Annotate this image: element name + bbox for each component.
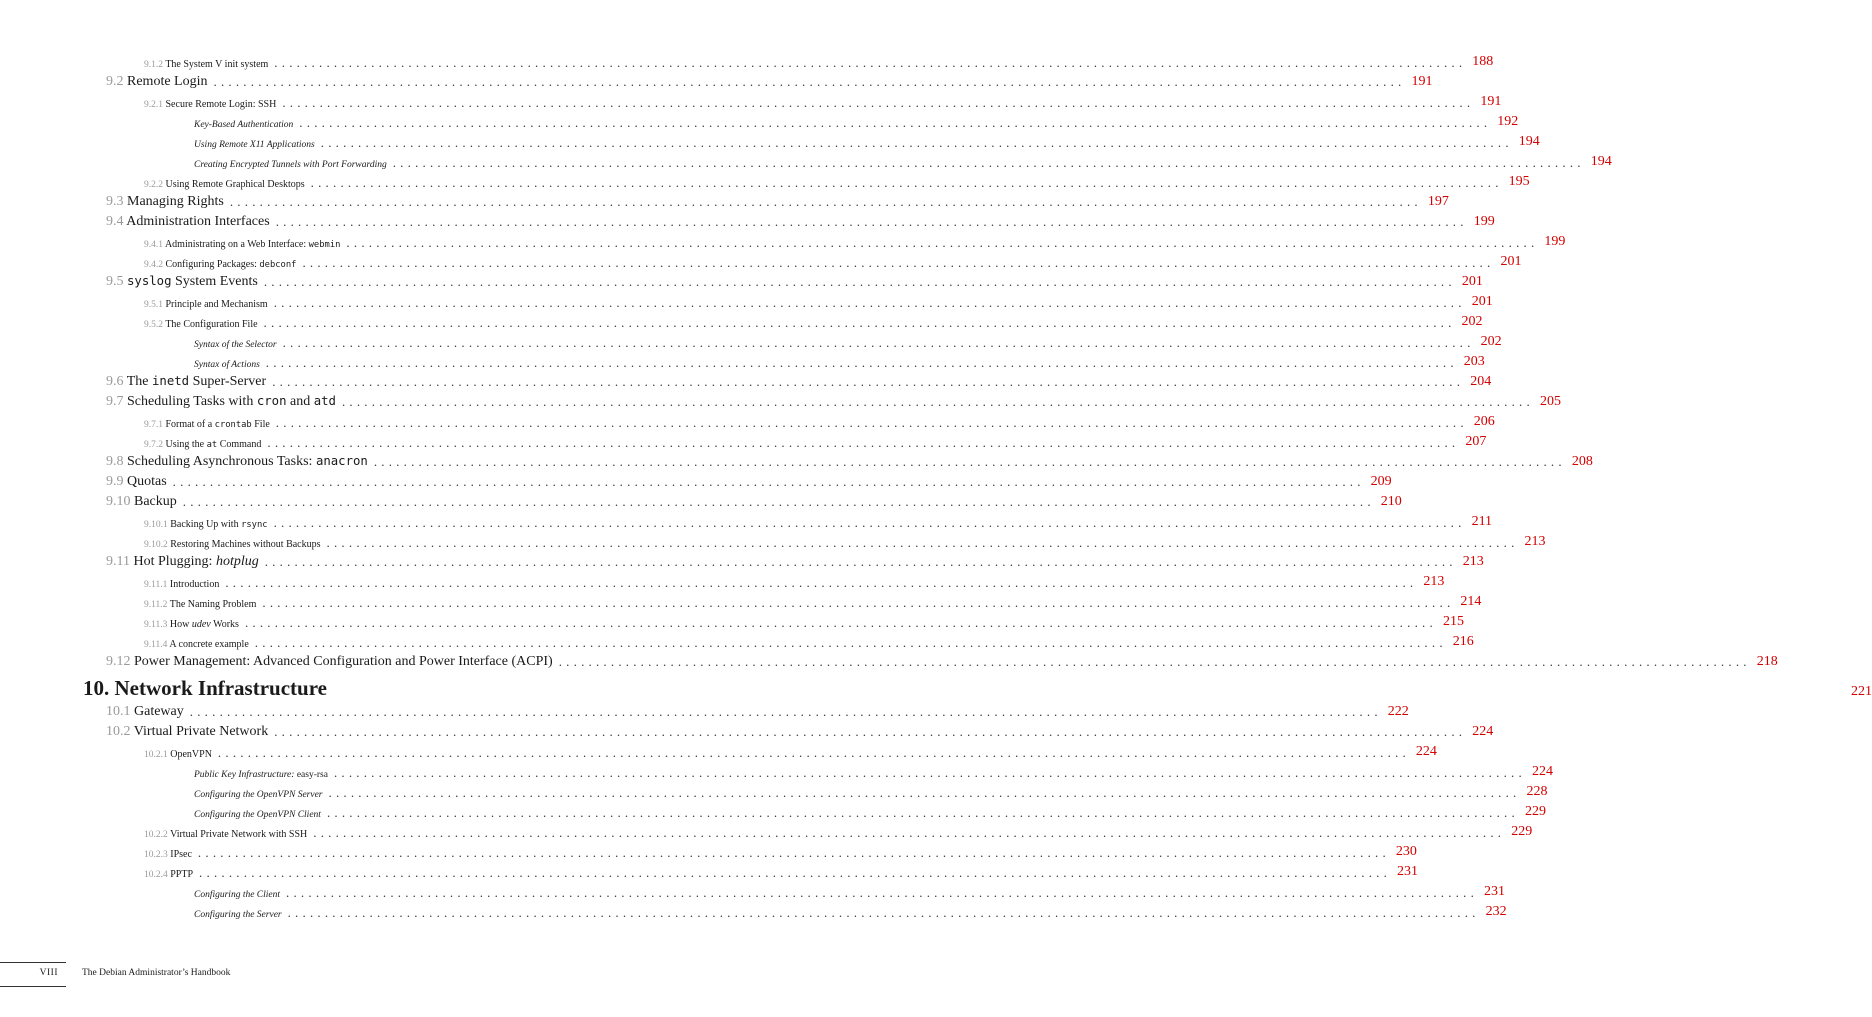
toc-entry-title [106, 214, 270, 230]
toc-entry[interactable] [194, 110, 1519, 130]
toc-section-number: 10.2.2 [144, 830, 168, 840]
toc-entry[interactable] [144, 530, 1546, 550]
toc-page-number[interactable]: 210 [1380, 494, 1402, 509]
toc-dot-leader: ................................................................................................................................................................ [299, 115, 1492, 130]
toc-dot-leader: ................................................................................................................................................................ [341, 394, 1534, 409]
toc-entry[interactable] [106, 550, 1484, 570]
toc-dot-leader: ................................................................................................................................................................ [286, 885, 1479, 900]
toc-entry-title [144, 849, 192, 860]
toc-page-number[interactable]: 216 [1452, 634, 1474, 649]
footer-book-title: The Debian Administrator’s Handbook [82, 968, 231, 978]
toc-entry[interactable] [144, 840, 1417, 860]
toc-page-number[interactable]: 201 [1461, 274, 1483, 289]
toc-title-text: Configuring the OpenVPN Client [194, 810, 321, 820]
toc-entry[interactable] [144, 510, 1493, 530]
toc-dot-leader: ................................................................................................................................................................ [182, 494, 1375, 509]
toc-page-number[interactable]: 213 [1423, 574, 1445, 589]
toc-section-number: 9.2.2 [144, 180, 163, 190]
toc-dot-leader: ................................................................................................................................................................ [272, 374, 1465, 389]
toc-title-text: Creating Encrypted Tunnels with Port Forwarding [194, 160, 387, 170]
toc-title-text: Power Management: Advanced Configuration and Power Interface (ACPI) [134, 654, 553, 669]
toc-entry-title [194, 810, 321, 820]
toc-entry[interactable] [194, 330, 1502, 350]
toc-section-number: 9.2 [106, 74, 124, 89]
toc-entry-title [106, 654, 553, 670]
toc-entry[interactable] [106, 270, 1483, 290]
toc-title-text: easy-rsa [296, 770, 328, 780]
toc-page-number[interactable]: 229 [1511, 824, 1533, 839]
toc-title-text: Remote Login [127, 74, 208, 89]
toc-entry-title [144, 319, 258, 330]
toc-section-number: 9.4.2 [144, 260, 163, 270]
toc-section-number: 9.4 [106, 214, 124, 229]
toc-entry-title [144, 519, 268, 530]
toc-section-number: 10.2.3 [144, 850, 168, 860]
toc-dot-leader: ................................................................................................................................................................ [217, 745, 1410, 760]
toc-dot-leader: ................................................................................................................................................................ [274, 724, 1467, 739]
toc-title-text: Configuring the OpenVPN Server [194, 790, 323, 800]
toc-entry[interactable] [144, 740, 1437, 760]
toc-page-number[interactable]: 203 [1463, 354, 1485, 369]
toc-dot-leader: ................................................................................................................................................................ [275, 214, 1468, 229]
toc-entry-title [106, 394, 336, 410]
toc-dot-leader: ................................................................................................................................................................ [326, 805, 1519, 820]
toc-dot-leader: ................................................................................................................................................................ [244, 615, 1437, 630]
toc-section-number: 9.3 [106, 194, 124, 209]
toc-dot-leader: ................................................................................................................................................................ [213, 74, 1406, 89]
toc-page-number[interactable]: 224 [1415, 744, 1437, 759]
toc-page-number[interactable]: 214 [1460, 594, 1482, 609]
toc-title-text: Scheduling Asynchronous Tasks: [127, 454, 316, 469]
toc-page-number[interactable]: 213 [1462, 554, 1484, 569]
toc-page-number[interactable]: 194 [1518, 134, 1540, 149]
toc-title-text: The Configuration File [165, 319, 258, 330]
toc-section-number: 9.7 [106, 394, 124, 409]
toc-entry-title [144, 99, 276, 110]
toc-dot-leader: ................................................................................................................................................................ [333, 765, 1526, 780]
toc-dot-leader: ................................................................................................................................................................ [264, 554, 1457, 569]
toc-title-text: How [169, 619, 192, 630]
toc-title-text: inetd [152, 374, 190, 388]
toc-entry-title [194, 360, 260, 370]
toc-page-number[interactable]: 211 [1471, 514, 1493, 529]
toc-title-text: Super-Server [189, 374, 267, 389]
toc-title-text: Using the [165, 439, 207, 450]
toc-title-text: anacron [315, 454, 368, 468]
toc-page-number[interactable]: 192 [1497, 114, 1519, 129]
toc-page-number[interactable]: 209 [1370, 474, 1392, 489]
toc-entry-title [194, 770, 328, 780]
toc-dot-leader: ................................................................................................................................................................ [267, 435, 1460, 450]
toc-chapter-entry[interactable] [83, 673, 1872, 701]
toc-entry-title [106, 74, 208, 90]
toc-section-number: 10.2.1 [144, 750, 168, 760]
toc-page-number[interactable]: 222 [1387, 704, 1409, 719]
toc-title-text: Works [210, 619, 239, 630]
toc-title-text: The [126, 374, 153, 389]
toc-entry[interactable] [194, 150, 1612, 170]
toc-entry-title [194, 120, 293, 130]
toc-title-text: Using Remote X11 Applications [194, 140, 315, 150]
toc-section-number: 10.2 [106, 724, 131, 739]
toc-entry-title [83, 676, 327, 701]
toc-section-number: 9.11.3 [144, 620, 168, 630]
toc-entry-title [144, 419, 270, 430]
toc-entry[interactable] [144, 90, 1502, 110]
toc-entry[interactable] [106, 650, 1778, 670]
toc-page-number[interactable]: 224 [1531, 764, 1553, 779]
toc-entry-title [144, 829, 307, 840]
toc-title-text: cron [256, 394, 287, 408]
toc-page-number[interactable]: 218 [1756, 654, 1778, 669]
toc-entry[interactable] [144, 630, 1474, 650]
toc-entry[interactable] [194, 800, 1546, 820]
toc-dot-leader: ................................................................................................................................................................ [273, 295, 1466, 310]
toc-entry[interactable] [144, 310, 1483, 330]
toc-entry-title [144, 619, 239, 630]
footer-rule-top [0, 962, 66, 963]
toc-title-text: Using Remote Graphical Desktops [165, 179, 305, 190]
toc-entry-title [194, 890, 280, 900]
toc-title-text: 10. Network Infrastructure [83, 676, 327, 700]
toc-entry-title [106, 274, 258, 290]
toc-entry-title [106, 704, 184, 720]
toc-dot-leader: ................................................................................................................................................................ [265, 355, 1458, 370]
toc-entry-title [106, 724, 268, 740]
toc-section-number: 9.10 [106, 494, 131, 509]
toc-section-number: 9.9 [106, 474, 124, 489]
toc-page-number[interactable]: 194 [1590, 154, 1612, 169]
toc-entry-title [144, 539, 321, 550]
toc-entry-title [144, 59, 268, 70]
footer-rule-bottom [0, 986, 66, 987]
toc-entry[interactable] [106, 490, 1402, 510]
toc-title-text: Public Key Infrastructure: [194, 770, 297, 780]
toc-dot-leader: ................................................................................................................................................................ [328, 785, 1521, 800]
toc-page-number[interactable]: 224 [1472, 724, 1494, 739]
toc-title-text: Principle and Mechanism [165, 299, 268, 310]
toc-page-number[interactable]: 228 [1526, 784, 1548, 799]
toc-page-number[interactable]: 201 [1500, 254, 1522, 269]
toc-entry[interactable] [194, 900, 1507, 920]
toc-section-number: 9.5.2 [144, 320, 163, 330]
toc-dot-leader: ................................................................................................................................................................ [302, 255, 1495, 270]
toc-title-text: Quotas [127, 474, 167, 489]
toc-entry-title [144, 439, 261, 450]
toc-title-text: OpenVPN [170, 749, 212, 760]
toc-section-number: 9.7.2 [144, 440, 163, 450]
toc-section-number: 9.11.1 [144, 580, 168, 590]
toc-section-number: 9.11 [106, 554, 130, 569]
toc-title-text: A concrete example [169, 639, 249, 650]
toc-page-number[interactable]: 202 [1480, 334, 1502, 349]
toc-dot-leader: ................................................................................................................................................................ [326, 535, 1519, 550]
toc-title-text: IPsec [170, 849, 192, 860]
toc-entry[interactable] [144, 430, 1487, 450]
toc-section-number: 9.1.2 [144, 60, 163, 70]
toc-entry[interactable] [144, 170, 1530, 190]
toc-entry[interactable] [194, 780, 1548, 800]
toc-entry[interactable] [106, 720, 1494, 740]
toc-entry-title [106, 554, 259, 570]
toc-title-text: System Events [171, 274, 258, 289]
toc-page-number[interactable]: 231 [1397, 864, 1419, 879]
toc-title-text: Key-Based Authentication [194, 120, 294, 130]
toc-entry[interactable] [144, 50, 1494, 70]
toc-section-number: 9.5.1 [144, 300, 163, 310]
toc-page-number[interactable]: 204 [1470, 374, 1492, 389]
toc-dot-leader: ................................................................................................................................................................ [263, 274, 1456, 289]
toc-section-number: 9.11.4 [144, 640, 168, 650]
toc-title-text: rsync [241, 520, 268, 530]
toc-entry-title [194, 790, 323, 800]
toc-dot-leader: ................................................................................................................................................................ [373, 454, 1566, 469]
toc-entry-title [106, 494, 177, 510]
toc-page-number[interactable]: 232 [1485, 904, 1507, 919]
toc-dot-leader: ................................................................................................................................................................ [275, 415, 1468, 430]
toc-page-number[interactable]: 197 [1427, 194, 1449, 209]
toc-page-number[interactable]: 199 [1544, 234, 1566, 249]
toc-dot-leader: ................................................................................................................................................................ [263, 315, 1456, 330]
toc-entry-title [194, 140, 315, 150]
toc-entry[interactable] [144, 610, 1464, 630]
toc-title-text: atd [313, 394, 336, 408]
toc-title-text: PPTP [170, 869, 194, 880]
toc-entry-title [106, 194, 224, 210]
toc-entry-title [194, 160, 387, 170]
toc-title-text: webmin [308, 240, 341, 250]
toc-title-text: syslog [127, 274, 172, 288]
toc-title-text: debconf [259, 260, 297, 270]
toc-title-text: Configuring the Server [194, 910, 282, 920]
toc-title-text: hotplug [215, 554, 259, 569]
toc-title-text: Syntax of Actions [194, 360, 260, 370]
toc-section-number: 9.6 [106, 374, 124, 389]
toc-title-text: Scheduling Tasks with [127, 394, 257, 409]
toc-entry-title [144, 869, 193, 880]
toc-title-text: Syntax of the Selector [194, 340, 277, 350]
toc-entry-title [106, 454, 368, 470]
toc-entry-title [144, 239, 340, 250]
toc-page-number[interactable]: 213 [1524, 534, 1546, 549]
toc-entry-title [194, 910, 282, 920]
toc-title-text: Backing Up with [170, 519, 242, 530]
toc-entry-title [144, 749, 212, 760]
toc-dot-leader: ................................................................................................................................................................ [558, 654, 1751, 669]
toc-entry-title [144, 299, 268, 310]
toc-entry[interactable] [194, 130, 1540, 150]
toc-entry[interactable] [144, 860, 1419, 880]
toc-title-text: Backup [134, 494, 177, 509]
toc-entry-title [106, 374, 266, 390]
toc-entry[interactable] [144, 290, 1493, 310]
toc-dot-leader: ................................................................................................................................................................ [254, 635, 1447, 650]
toc-title-text: Administrating on a Web Interface: [164, 239, 309, 250]
toc-entry[interactable] [144, 250, 1522, 270]
toc-entry-title [144, 599, 256, 610]
toc-dot-leader: ................................................................................................................................................................ [273, 515, 1466, 530]
toc-page-number[interactable]: 195 [1508, 174, 1530, 189]
toc-entry[interactable] [194, 880, 1506, 900]
toc-entry[interactable] [144, 410, 1495, 430]
toc-dot-leader: ................................................................................................................................................................ [392, 155, 1585, 170]
toc-dot-leader: ................................................................................................................................................................ [197, 845, 1390, 860]
toc-page-number[interactable]: 201 [1471, 294, 1493, 309]
toc-entry-title [106, 474, 167, 490]
toc-title-text: Managing Rights [127, 194, 224, 209]
footer-page-number: VIII [39, 968, 58, 978]
toc-title-text: Command [217, 439, 262, 450]
toc-page-number[interactable]: 191 [1411, 74, 1433, 89]
toc-entry-title [144, 179, 305, 190]
toc-section-number: 9.4.1 [144, 240, 163, 250]
toc-dot-leader: ................................................................................................................................................................ [320, 135, 1513, 150]
toc-title-text: and [286, 394, 314, 409]
toc-entry[interactable] [144, 820, 1533, 840]
toc-section-number: 9.11.2 [144, 600, 168, 610]
toc-dot-leader: ................................................................................................................................................................ [274, 55, 1467, 70]
toc-title-text: The System V init system [165, 59, 269, 70]
toc-dot-leader: ................................................................................................................................................................ [229, 194, 1422, 209]
toc-entry[interactable] [144, 590, 1482, 610]
toc-page-number[interactable]: 207 [1465, 434, 1487, 449]
toc-page-number[interactable]: 230 [1395, 844, 1417, 859]
toc-title-text: udev [191, 619, 211, 630]
toc-dot-leader: ................................................................................................................................................................ [199, 865, 1392, 880]
toc-title-text: File [251, 419, 270, 430]
toc-title-text: Format of a [165, 419, 215, 430]
toc-page-number[interactable]: 202 [1461, 314, 1483, 329]
toc-dot-leader: ................................................................................................................................................................ [172, 474, 1365, 489]
toc-section-number: 9.5 [106, 274, 124, 289]
toc-section-number: 9.12 [106, 654, 131, 669]
toc-entry[interactable] [106, 70, 1433, 90]
toc-title-text: Virtual Private Network with SSH [170, 829, 308, 840]
toc-entry[interactable] [106, 210, 1495, 230]
toc-page-number[interactable]: 229 [1524, 804, 1546, 819]
toc-entry[interactable] [194, 760, 1553, 780]
toc-entry[interactable] [194, 350, 1485, 370]
toc-page-number[interactable]: 188 [1472, 54, 1494, 69]
toc-section-number: 10.1 [106, 704, 131, 719]
toc-dot-leader: ................................................................................................................................................................ [313, 825, 1506, 840]
toc-title-text: Configuring the Client [194, 890, 281, 900]
toc-title-text: crontab [214, 420, 252, 430]
toc-page-number[interactable]: 191 [1480, 94, 1502, 109]
toc-entry-title [194, 340, 277, 350]
toc-title-text: The Naming Problem [169, 599, 257, 610]
toc-page-number[interactable]: 221 [1850, 684, 1872, 699]
toc-title-text: Gateway [134, 704, 184, 719]
toc-entry[interactable] [106, 700, 1409, 720]
toc-page-number[interactable]: 206 [1473, 414, 1495, 429]
toc-dot-leader: ................................................................................................................................................................ [287, 905, 1480, 920]
toc-dot-leader: ................................................................................................................................................................ [225, 575, 1418, 590]
toc-entry[interactable] [106, 470, 1392, 490]
toc-entry-title [144, 259, 296, 270]
toc-dot-leader: ................................................................................................................................................................ [282, 335, 1475, 350]
toc-page-number[interactable]: 199 [1473, 214, 1495, 229]
toc-section-number: 9.10.1 [144, 520, 168, 530]
toc-entry[interactable] [106, 370, 1492, 390]
toc-section-number: 9.7.1 [144, 420, 163, 430]
toc-title-text: Configuring Packages: [165, 259, 260, 270]
toc-section-number: 9.10.2 [144, 540, 168, 550]
toc-page-number[interactable]: 208 [1571, 454, 1593, 469]
toc-title-text: Introduction [169, 579, 220, 590]
toc-section-number: 9.2.1 [144, 100, 163, 110]
toc-dot-leader: ................................................................................................................................................................ [189, 704, 1382, 719]
page-footer [0, 962, 782, 992]
toc-section-number: 9.8 [106, 454, 124, 469]
toc-dot-leader: ................................................................................................................................................................ [282, 95, 1475, 110]
toc-entry[interactable] [144, 570, 1445, 590]
toc-page-number[interactable]: 205 [1539, 394, 1561, 409]
toc-dot-leader: ................................................................................................................................................................ [310, 175, 1503, 190]
toc-title-text: Administration Interfaces [126, 214, 270, 229]
toc-title-text: Virtual Private Network [133, 724, 269, 739]
toc-title-text: at [206, 440, 218, 450]
toc-entry[interactable] [106, 390, 1561, 410]
toc-title-text: Restoring Machines without Backups [170, 539, 321, 550]
toc-page-number[interactable]: 215 [1442, 614, 1464, 629]
toc-entry[interactable] [106, 190, 1449, 210]
toc-entry-title [144, 639, 249, 650]
toc-title-text: Secure Remote Login: SSH [165, 99, 277, 110]
toc-entry[interactable] [106, 450, 1593, 470]
toc-page-number[interactable]: 231 [1484, 884, 1506, 899]
toc-section-number: 10.2.4 [144, 870, 168, 880]
toc-entry[interactable] [144, 230, 1566, 250]
toc-title-text: Hot Plugging: [133, 554, 216, 569]
toc-entry-title [144, 579, 219, 590]
toc-dot-leader: ................................................................................................................................................................ [262, 595, 1455, 610]
toc-dot-leader: ................................................................................................................................................................ [346, 235, 1539, 250]
